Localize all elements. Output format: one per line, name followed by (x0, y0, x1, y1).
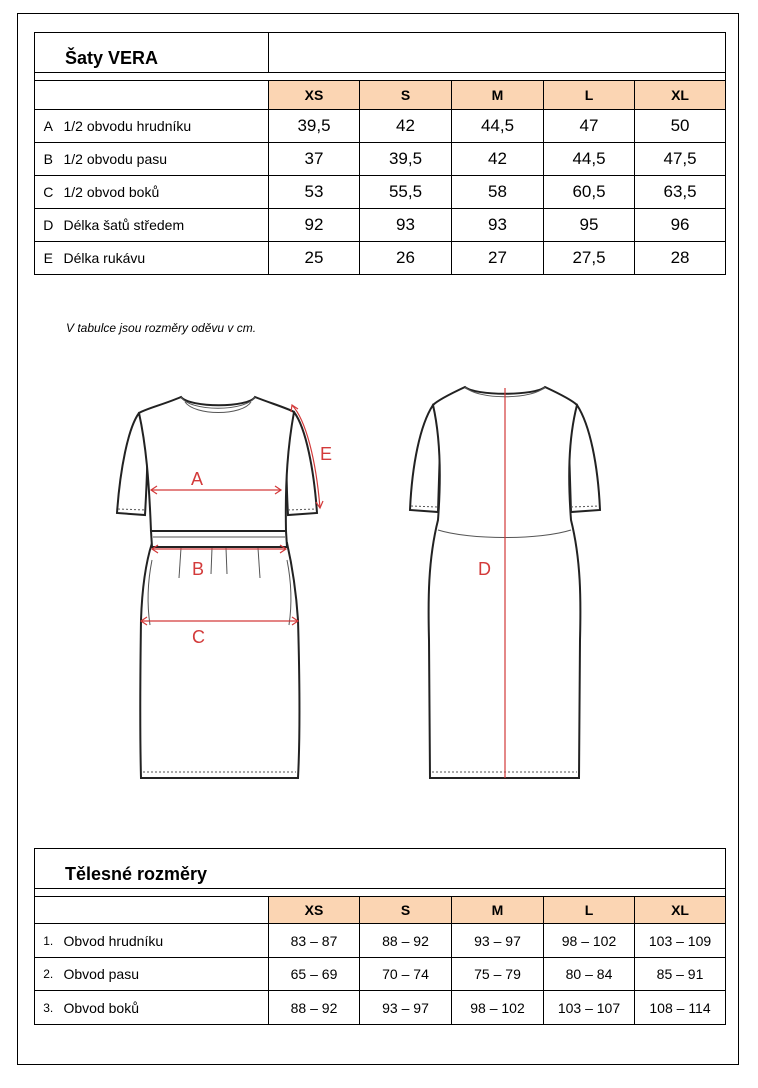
size-header-xl: XL (635, 81, 726, 110)
size-header-m: M (452, 81, 544, 110)
garment-table-title: Šaty VERA (35, 33, 269, 73)
table-row (35, 991, 726, 1025)
value-cell: 50 (635, 110, 726, 143)
value-cell: 83 – 87 (269, 924, 360, 958)
dress-front-view (117, 397, 317, 778)
spacer-row (35, 889, 726, 897)
value-cell: 93 – 97 (360, 991, 452, 1025)
row-label: 1/2 obvodu hrudníku (62, 110, 269, 143)
value-cell: 44,5 (452, 110, 544, 143)
row-label: Délka rukávu (62, 242, 269, 275)
value-cell: 103 – 109 (635, 924, 726, 958)
label-c: C (192, 627, 205, 647)
row-number: 1. (35, 924, 62, 958)
value-cell: 88 – 92 (269, 991, 360, 1025)
value-cell: 58 (452, 176, 544, 209)
value-cell: 93 (360, 209, 452, 242)
value-cell: 75 – 79 (452, 958, 544, 991)
body-size-table (34, 848, 726, 1025)
row-letter: B (35, 143, 62, 176)
body-table-title: Tělesné rozměry (35, 849, 726, 889)
row-number: 2. (35, 958, 62, 991)
row-label: Obvod boků (62, 991, 269, 1025)
value-cell: 93 (452, 209, 544, 242)
value-cell: 60,5 (544, 176, 635, 209)
size-header-s: S (360, 897, 452, 924)
front-waistband (151, 531, 287, 547)
size-header-xs: XS (269, 897, 360, 924)
value-cell: 103 – 107 (544, 991, 635, 1025)
size-header-xl: XL (635, 897, 726, 924)
label-a: A (191, 469, 204, 489)
size-header-m: M (452, 897, 544, 924)
value-cell: 70 – 74 (360, 958, 452, 991)
value-cell: 42 (452, 143, 544, 176)
value-cell: 63,5 (635, 176, 726, 209)
size-header-l: L (544, 897, 635, 924)
row-number: 3. (35, 991, 62, 1025)
row-label: 1/2 obvodu pasu (62, 143, 269, 176)
row-letter: D (35, 209, 62, 242)
size-header-xs: XS (269, 81, 360, 110)
size-header-l: L (544, 81, 635, 110)
value-cell: 108 – 114 (635, 991, 726, 1025)
row-label: Délka šatů středem (62, 209, 269, 242)
value-cell: 27 (452, 242, 544, 275)
value-cell: 65 – 69 (269, 958, 360, 991)
front-bodice (139, 397, 294, 531)
row-label: 1/2 obvod boků (62, 176, 269, 209)
value-cell: 42 (360, 110, 452, 143)
label-e: E (320, 444, 333, 464)
row-label: Obvod pasu (62, 958, 269, 991)
label-b: B (192, 559, 205, 579)
table-row (35, 958, 726, 991)
row-letter: C (35, 176, 62, 209)
value-cell: 55,5 (360, 176, 452, 209)
value-cell: 27,5 (544, 242, 635, 275)
value-cell: 53 (269, 176, 360, 209)
header-empty-cell (35, 897, 269, 924)
units-note: V tabulce jsou rozměry oděvu v cm. (66, 321, 257, 335)
value-cell: 37 (269, 143, 360, 176)
value-cell: 95 (544, 209, 635, 242)
dress-back-view (410, 387, 600, 778)
front-skirt (140, 543, 299, 778)
value-cell: 92 (269, 209, 360, 242)
value-cell: 85 – 91 (635, 958, 726, 991)
value-cell: 28 (635, 242, 726, 275)
value-cell: 98 – 102 (452, 991, 544, 1025)
value-cell: 26 (360, 242, 452, 275)
value-cell: 88 – 92 (360, 924, 452, 958)
row-label: Obvod hrudníku (62, 924, 269, 958)
value-cell: 39,5 (269, 110, 360, 143)
value-cell: 96 (635, 209, 726, 242)
value-cell: 80 – 84 (544, 958, 635, 991)
value-cell: 47,5 (635, 143, 726, 176)
size-header-s: S (360, 81, 452, 110)
value-cell: 93 – 97 (452, 924, 544, 958)
value-cell: 25 (269, 242, 360, 275)
value-cell: 39,5 (360, 143, 452, 176)
value-cell: 98 – 102 (544, 924, 635, 958)
label-d: D (478, 559, 491, 579)
row-letter: A (35, 110, 62, 143)
value-cell: 47 (544, 110, 635, 143)
value-cell: 44,5 (544, 143, 635, 176)
table-row (35, 924, 726, 958)
row-letter: E (35, 242, 62, 275)
